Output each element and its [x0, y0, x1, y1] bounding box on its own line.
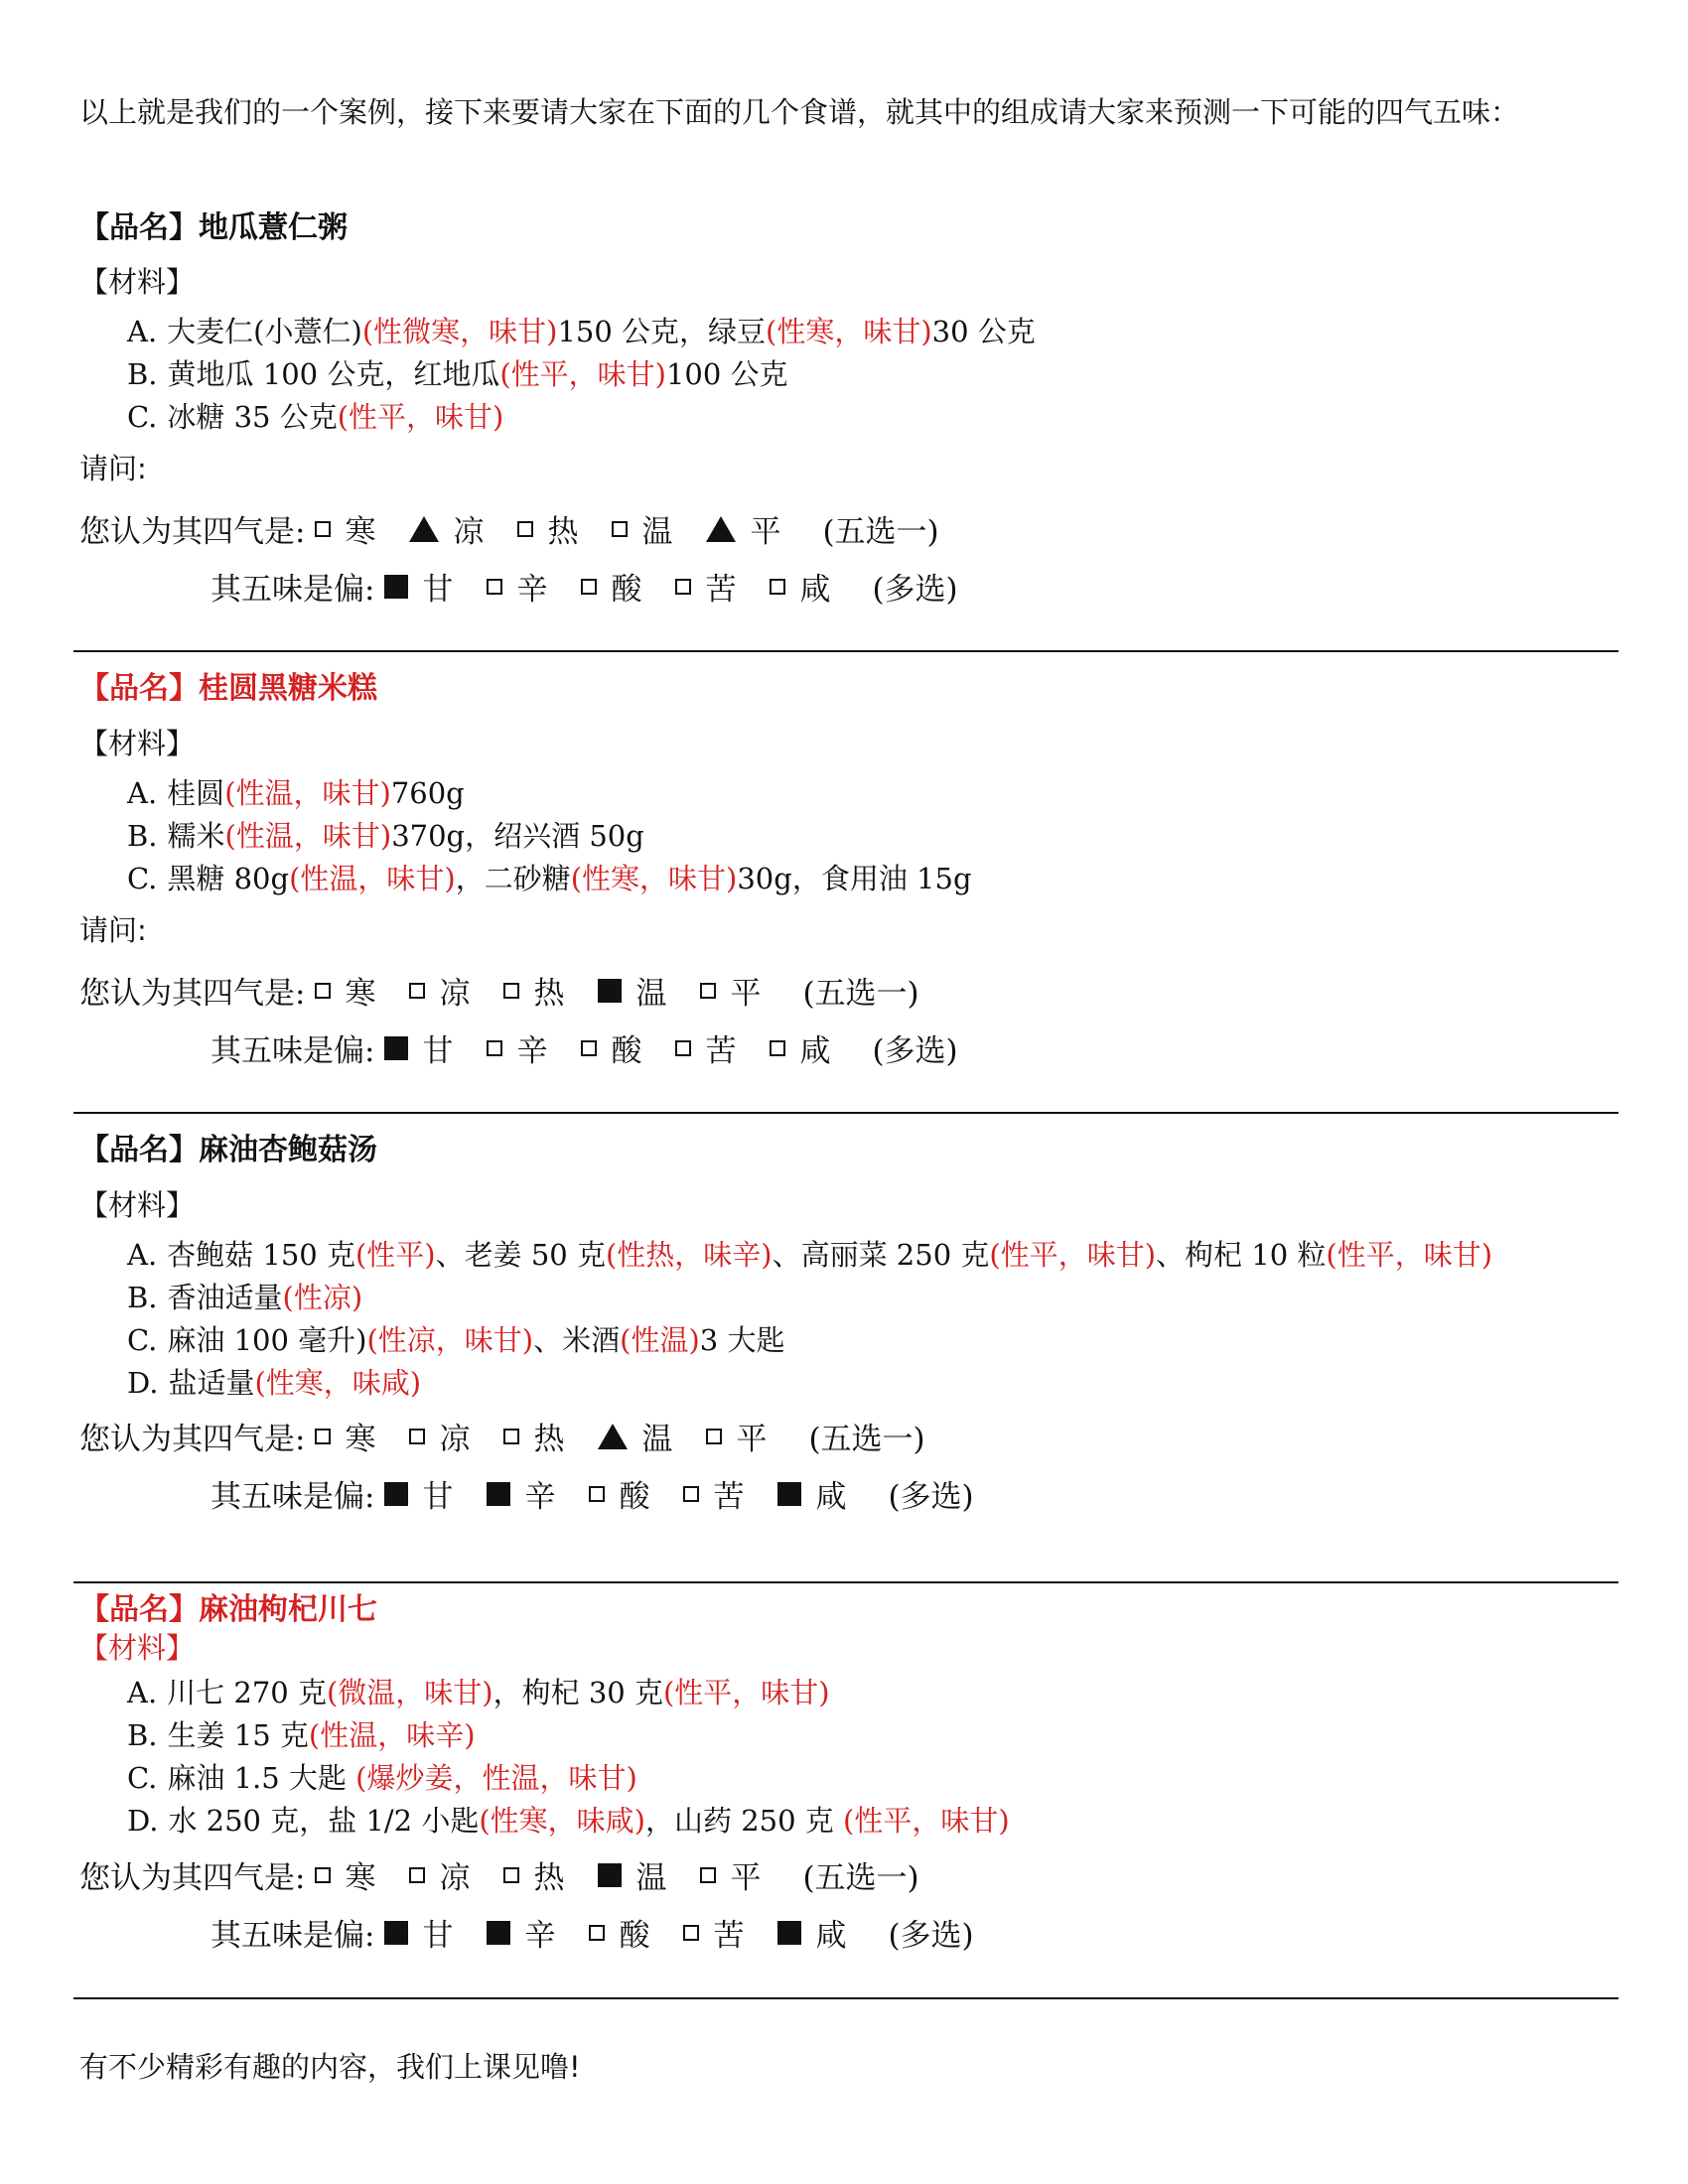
- qi-option[interactable]: [700, 1852, 761, 1897]
- qi-label: 您认为其四气是:: [79, 976, 306, 1012]
- option-label: 酸: [611, 1033, 642, 1069]
- qi-question-row: [79, 1414, 925, 1458]
- name-label: 【品名】: [79, 1133, 199, 1167]
- ingredient-text: 760g: [390, 776, 465, 810]
- option-label: 咸: [815, 1918, 847, 1954]
- checkbox-icon[interactable]: [503, 1429, 519, 1444]
- wei-option[interactable]: [384, 1025, 453, 1070]
- option-label: 酸: [619, 1918, 650, 1954]
- materials-label: 【材料】: [79, 727, 196, 760]
- ingredient-text: 水 250 克，盐 1/2 小匙: [168, 1804, 480, 1838]
- wei-hint: (多选): [872, 572, 958, 608]
- qi-option[interactable]: [315, 506, 375, 551]
- ingredient-line: [127, 310, 1036, 350]
- triangle-icon[interactable]: [706, 516, 736, 542]
- ingredient-text: 黑糖 80g: [167, 862, 290, 895]
- ingredient-text: 川七 270 克: [167, 1676, 327, 1709]
- ingredient-letter: B.: [127, 1281, 158, 1314]
- wei-question-row: [211, 1025, 958, 1070]
- checkbox-icon[interactable]: [517, 521, 533, 537]
- option-label: 辛: [516, 572, 548, 608]
- property-note: (性平，味甘): [1326, 1238, 1493, 1272]
- recipe-title: [79, 1584, 377, 1628]
- ingredient-letter: A.: [127, 315, 158, 348]
- option-label: 咸: [815, 1479, 847, 1515]
- property-note: (性寒，味甘): [766, 315, 932, 348]
- option-label: 凉: [453, 514, 485, 550]
- ingredient-letter: D.: [127, 1366, 159, 1400]
- ingredient-line: [127, 395, 503, 436]
- ingredient-text: 、枸杞 10 粒: [1156, 1238, 1327, 1272]
- checkbox-icon[interactable]: [770, 1040, 785, 1056]
- intro-paragraph: 以上就是我们的一个案例，接下来要请大家在下面的几个食谱，就其中的组成请大家来预测一下可能的四气五味：: [79, 95, 1520, 129]
- wei-question-row: [211, 564, 958, 609]
- option-label: 温: [641, 514, 673, 550]
- triangle-icon[interactable]: [598, 1424, 628, 1449]
- checkbox-icon[interactable]: [581, 579, 597, 595]
- property-note: (性寒，味咸): [479, 1804, 645, 1838]
- section-divider: [73, 1997, 1618, 1999]
- ingredient-text: 370g，绍兴酒 50g: [391, 819, 644, 853]
- property-note: (性温，味甘): [289, 862, 456, 895]
- ingredient-letter: A.: [127, 776, 158, 810]
- ingredient-text: 盐适量: [168, 1366, 255, 1400]
- property-note: (性温，味甘): [224, 819, 392, 853]
- qi-hint: (五选一): [822, 514, 939, 550]
- checkbox-icon[interactable]: [675, 579, 691, 595]
- checkbox-icon[interactable]: [706, 1429, 722, 1444]
- ingredient-text: 、高丽菜 250 克: [772, 1238, 990, 1272]
- ingredient-line: [127, 1671, 830, 1711]
- checkbox-icon[interactable]: [487, 1040, 502, 1056]
- wei-question-row: [211, 1471, 974, 1516]
- qi-label: 您认为其四气是:: [79, 514, 306, 550]
- ingredient-text: 糯米: [167, 819, 225, 853]
- wei-option[interactable]: [384, 564, 453, 609]
- option-label: 凉: [439, 976, 471, 1012]
- option-label: 咸: [799, 572, 831, 608]
- qi-question-row: [79, 506, 939, 551]
- option-label: 苦: [713, 1479, 745, 1515]
- ingredient-text: ，枸杞 30 克: [492, 1676, 663, 1709]
- filled-square-icon[interactable]: [384, 1036, 408, 1060]
- option-label: 热: [533, 1860, 565, 1896]
- qi-option[interactable]: [409, 968, 470, 1013]
- option-label: 辛: [524, 1918, 556, 1954]
- option-label: 温: [635, 976, 667, 1012]
- option-label: 平: [730, 976, 762, 1012]
- checkbox-icon[interactable]: [700, 1867, 716, 1883]
- wei-option[interactable]: [589, 1910, 649, 1955]
- property-note: (性平，味甘): [989, 1238, 1157, 1272]
- option-label: 苦: [705, 1033, 737, 1069]
- materials-label: 【材料】: [79, 265, 196, 299]
- filled-square-icon[interactable]: [598, 979, 622, 1003]
- ingredient-text: 麻油 1.5 大匙: [167, 1761, 356, 1795]
- checkbox-icon[interactable]: [503, 1867, 519, 1883]
- option-label: 寒: [345, 514, 376, 550]
- property-note: (性寒，味甘): [570, 862, 738, 895]
- property-note: (性热，味辛): [605, 1238, 773, 1272]
- option-label: 寒: [345, 976, 376, 1012]
- property-note: (性微寒，味甘): [361, 315, 558, 348]
- qi-hint: (五选一): [802, 976, 919, 1012]
- option-label: 咸: [799, 1033, 831, 1069]
- checkbox-icon[interactable]: [409, 1867, 425, 1883]
- filled-square-icon[interactable]: [777, 1482, 801, 1506]
- wei-question-row: [211, 1910, 974, 1955]
- checkbox-icon[interactable]: [503, 983, 519, 999]
- qi-option[interactable]: [517, 506, 578, 551]
- qi-label: 您认为其四气是:: [79, 1860, 306, 1896]
- option-label: 温: [635, 1860, 667, 1896]
- recipe-title: [79, 1125, 377, 1168]
- option-label: 寒: [345, 1860, 376, 1896]
- property-note: (性温): [620, 1323, 700, 1357]
- qi-option[interactable]: [503, 1414, 564, 1458]
- checkbox-icon[interactable]: [315, 521, 331, 537]
- qi-label: 您认为其四气是:: [79, 1422, 306, 1457]
- triangle-icon[interactable]: [409, 516, 439, 542]
- qi-option[interactable]: [409, 506, 484, 551]
- wei-option[interactable]: [675, 1025, 736, 1070]
- wei-option[interactable]: [581, 564, 641, 609]
- option-label: 热: [533, 976, 565, 1012]
- ingredient-letter: D.: [127, 1804, 159, 1838]
- qi-question-row: [79, 968, 919, 1013]
- qi-option[interactable]: [700, 968, 761, 1013]
- ingredient-text: 大麦仁(小薏仁): [167, 315, 362, 348]
- checkbox-icon[interactable]: [315, 1429, 331, 1444]
- ingredient-line: [127, 1756, 637, 1797]
- ingredient-line: [127, 1318, 784, 1359]
- qi-option[interactable]: [315, 1852, 375, 1897]
- option-label: 凉: [439, 1860, 471, 1896]
- option-label: 凉: [439, 1422, 471, 1457]
- wei-option[interactable]: [487, 1471, 555, 1516]
- qi-option[interactable]: [612, 506, 672, 551]
- ingredient-line: [127, 814, 644, 855]
- ingredient-text: 100 公克: [665, 357, 788, 391]
- wei-option[interactable]: [770, 1025, 830, 1070]
- option-label: 平: [750, 514, 781, 550]
- ingredient-text: 黄地瓜 100 公克，红地瓜: [167, 357, 500, 391]
- ingredient-letter: B.: [127, 1718, 158, 1752]
- ingredient-line: [127, 1233, 1492, 1274]
- qi-option[interactable]: [315, 1414, 375, 1458]
- checkbox-icon[interactable]: [409, 983, 425, 999]
- option-label: 辛: [516, 1033, 548, 1069]
- wei-option[interactable]: [581, 1025, 641, 1070]
- option-label: 甘: [422, 1479, 454, 1515]
- ingredient-text: 、老姜 50 克: [435, 1238, 606, 1272]
- filled-square-icon[interactable]: [777, 1921, 801, 1945]
- option-label: 甘: [422, 572, 454, 608]
- ingredient-line: [127, 1799, 1010, 1840]
- wei-option[interactable]: [777, 1471, 846, 1516]
- recipe-title: [79, 203, 348, 246]
- section-divider: [73, 1581, 1618, 1583]
- qi-hint: (五选一): [802, 1860, 919, 1896]
- property-note: (性平): [354, 1238, 436, 1272]
- wei-option[interactable]: [683, 1471, 744, 1516]
- wei-option[interactable]: [384, 1910, 453, 1955]
- wei-option[interactable]: [487, 1025, 547, 1070]
- ingredient-text: 3 大匙: [699, 1323, 785, 1357]
- ingredient-letter: C.: [127, 1761, 158, 1795]
- qi-option[interactable]: [706, 506, 780, 551]
- option-label: 平: [730, 1860, 762, 1896]
- recipe-name: 麻油杏鲍菇汤: [199, 1133, 377, 1167]
- option-label: 平: [736, 1422, 768, 1457]
- wei-label: 其五味是偏:: [211, 572, 375, 608]
- option-label: 苦: [705, 572, 737, 608]
- checkbox-icon[interactable]: [315, 983, 331, 999]
- checkbox-icon[interactable]: [487, 579, 502, 595]
- checkbox-icon[interactable]: [770, 579, 785, 595]
- filled-square-icon[interactable]: [487, 1921, 510, 1945]
- ingredient-line: [127, 1276, 362, 1316]
- option-label: 温: [641, 1422, 673, 1457]
- closing-note: 有不少精彩有趣的内容，我们上课见噜!: [79, 2050, 581, 2084]
- ingredient-text: 冰糖 35 公克: [167, 400, 338, 434]
- qi-option[interactable]: [706, 1414, 767, 1458]
- checkbox-icon[interactable]: [612, 521, 628, 537]
- ingredient-text: 、米酒: [533, 1323, 621, 1357]
- property-note: (性寒，味咸): [254, 1366, 422, 1400]
- name-label: 【品名】: [79, 671, 199, 706]
- property-note: (性平，味甘): [662, 1676, 830, 1709]
- ingredient-letter: A.: [127, 1676, 158, 1709]
- qi-option[interactable]: [409, 1852, 470, 1897]
- qi-option[interactable]: [503, 968, 564, 1013]
- name-label: 【品名】: [79, 210, 199, 245]
- recipe-title: [79, 663, 377, 707]
- ingredient-letter: A.: [127, 1238, 158, 1272]
- ingredient-text: 桂圆: [167, 776, 225, 810]
- filled-square-icon[interactable]: [598, 1863, 622, 1887]
- ingredient-letter: C.: [127, 400, 158, 434]
- wei-option[interactable]: [487, 564, 547, 609]
- ingredient-line: [127, 1361, 421, 1402]
- ingredient-text: 杏鲍菇 150 克: [167, 1238, 355, 1272]
- wei-label: 其五味是偏:: [211, 1918, 375, 1954]
- name-label: 【品名】: [79, 1592, 199, 1627]
- wei-option[interactable]: [770, 564, 830, 609]
- checkbox-icon[interactable]: [589, 1486, 605, 1502]
- materials-label: 【材料】: [79, 1631, 196, 1665]
- property-note: (性平，味甘): [499, 357, 666, 391]
- filled-square-icon[interactable]: [384, 1921, 408, 1945]
- ingredient-text: 150 公克，绿豆: [557, 315, 767, 348]
- property-note: (性凉，味甘): [366, 1323, 534, 1357]
- filled-square-icon[interactable]: [384, 1482, 408, 1506]
- question-label: 请问:: [79, 452, 147, 485]
- wei-label: 其五味是偏:: [211, 1479, 375, 1515]
- section-divider: [73, 1112, 1618, 1114]
- option-label: 甘: [422, 1033, 454, 1069]
- property-note: (性凉): [282, 1281, 363, 1314]
- ingredient-letter: B.: [127, 819, 158, 853]
- checkbox-icon[interactable]: [409, 1429, 425, 1444]
- wei-option[interactable]: [589, 1471, 649, 1516]
- recipe-name: 地瓜薏仁粥: [199, 210, 348, 245]
- ingredient-line: [127, 771, 465, 812]
- qi-option[interactable]: [598, 968, 666, 1013]
- ingredient-text: 30g，食用油 15g: [737, 862, 972, 895]
- property-note: (微温，味甘): [326, 1676, 493, 1709]
- question-label: 请问:: [79, 913, 147, 947]
- property-note: (性温，味辛): [308, 1718, 476, 1752]
- checkbox-icon[interactable]: [683, 1925, 699, 1941]
- option-label: 酸: [611, 572, 642, 608]
- property-note: (性平，味甘): [843, 1804, 1010, 1838]
- ingredient-line: [127, 352, 788, 393]
- ingredient-text: 生姜 15 克: [167, 1718, 309, 1752]
- ingredient-letter: C.: [127, 862, 158, 895]
- ingredient-text: ，山药 250 克: [644, 1804, 843, 1838]
- ingredient-letter: B.: [127, 357, 158, 391]
- filled-square-icon[interactable]: [384, 575, 408, 599]
- option-label: 热: [533, 1422, 565, 1457]
- checkbox-icon[interactable]: [315, 1867, 331, 1883]
- checkbox-icon[interactable]: [675, 1040, 691, 1056]
- wei-hint: (多选): [888, 1918, 974, 1954]
- qi-option[interactable]: [409, 1414, 470, 1458]
- ingredient-text: 香油适量: [167, 1281, 283, 1314]
- qi-option[interactable]: [598, 1852, 666, 1897]
- wei-option[interactable]: [675, 564, 736, 609]
- ingredient-letter: C.: [127, 1323, 158, 1357]
- checkbox-icon[interactable]: [589, 1925, 605, 1941]
- property-note: (性温，味甘): [224, 776, 391, 810]
- ingredient-text: ，二砂糖: [455, 862, 571, 895]
- option-label: 寒: [345, 1422, 376, 1457]
- qi-hint: (五选一): [808, 1422, 925, 1457]
- option-label: 苦: [713, 1918, 745, 1954]
- wei-option[interactable]: [487, 1910, 555, 1955]
- wei-label: 其五味是偏:: [211, 1033, 375, 1069]
- option-label: 辛: [524, 1479, 556, 1515]
- wei-option[interactable]: [384, 1471, 453, 1516]
- materials-label: 【材料】: [79, 1188, 196, 1222]
- property-note: (爆炒姜，性温，味甘): [355, 1761, 637, 1795]
- recipe-name: 麻油枸杞川七: [199, 1592, 377, 1627]
- qi-option[interactable]: [503, 1852, 564, 1897]
- ingredient-line: [127, 857, 972, 897]
- section-divider: [73, 650, 1618, 652]
- wei-option[interactable]: [777, 1910, 846, 1955]
- ingredient-text: 麻油 100 毫升): [167, 1323, 367, 1357]
- checkbox-icon[interactable]: [700, 983, 716, 999]
- option-label: 酸: [619, 1479, 650, 1515]
- option-label: 甘: [422, 1918, 454, 1954]
- option-label: 热: [547, 514, 579, 550]
- checkbox-icon[interactable]: [581, 1040, 597, 1056]
- qi-option[interactable]: [598, 1414, 672, 1458]
- filled-square-icon[interactable]: [487, 1482, 510, 1506]
- wei-option[interactable]: [683, 1910, 744, 1955]
- ingredient-text: 30 公克: [931, 315, 1036, 348]
- property-note: (性平，味甘): [337, 400, 504, 434]
- qi-option[interactable]: [315, 968, 375, 1013]
- checkbox-icon[interactable]: [683, 1486, 699, 1502]
- wei-hint: (多选): [888, 1479, 974, 1515]
- qi-question-row: [79, 1852, 919, 1897]
- wei-hint: (多选): [872, 1033, 958, 1069]
- ingredient-line: [127, 1713, 476, 1754]
- recipe-name: 桂圆黑糖米糕: [199, 671, 377, 706]
